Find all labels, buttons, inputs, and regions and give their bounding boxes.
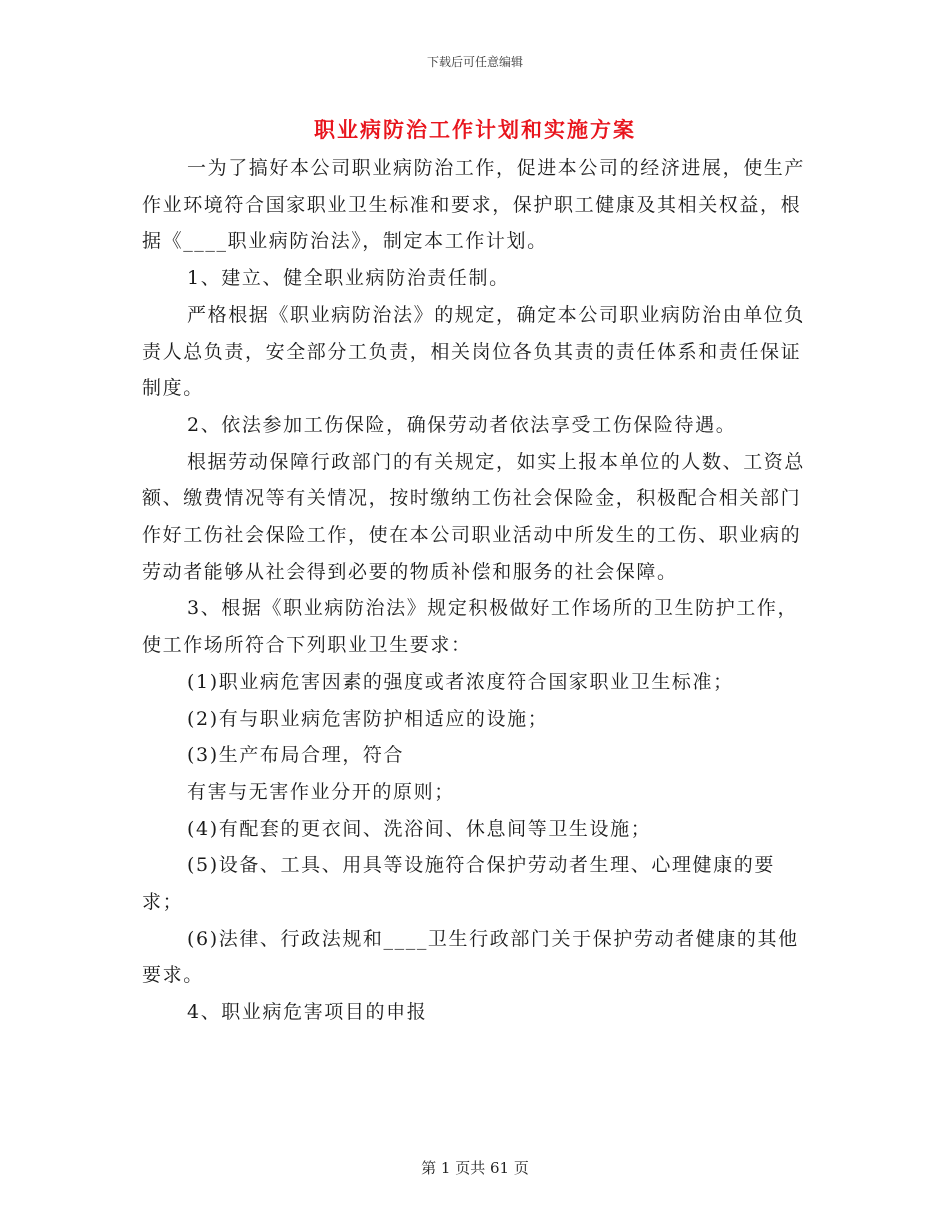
body-paragraph: 3、根据《职业病防治法》规定积极做好工作场所的卫生防护工作，使工作场所符合下列职业卫生要求： xyxy=(142,597,799,657)
body-paragraph: 严格根据《职业病防治法》的规定，确定本公司职业病防治由单位负责人总负责，安全部分工负责，相关岗位各负其责的责任体系和责任保证制度。 xyxy=(142,303,806,400)
body-paragraph: 2、依法参加工伤保险，确保劳动者依法享受工伤保险待遇。 xyxy=(187,413,737,436)
body-paragraph: 根据劳动保障行政部门的有关规定，如实上报本单位的人数、工资总额、缴费情况等有关情况，按时缴纳工伤社会保险金，积极配合相关部门作好工伤社会保险工作，使在本公司职业活动中所发生的工伤、职业病的劳动者能够从社会得到必要的物质补偿和服务的社会保障。 xyxy=(142,450,806,583)
document-title: 职业病防治工作计划和实施方案 xyxy=(314,117,636,142)
body-paragraph: (4)有配套的更衣间、洗浴间、休息间等卫生设施； xyxy=(187,817,652,840)
body-paragraph: (3)生产布局合理，符合 xyxy=(187,744,405,767)
body-paragraph: 有害与无害作业分开的原则； xyxy=(187,780,455,803)
body-paragraph: (5)设备、工具、用具等设施符合保护劳动者生理、心理健康的要求； xyxy=(142,854,775,914)
body-paragraph: (2)有与职业病危害防护相适应的设施； xyxy=(187,707,549,730)
body-paragraph: (1)职业病危害因素的强度或者浓度符合国家职业卫生标准； xyxy=(187,670,734,693)
page-footer: 第 1 页共 61 页 xyxy=(421,1159,529,1177)
body-paragraph: 一为了搞好本公司职业病防治工作，促进本公司的经济进展，使生产作业环境符合国家职业卫生标准和要求，保护职工健康及其相关权益，根据《____职业病防治法》，制定本工作计划。 xyxy=(142,157,806,253)
body-paragraph: 1、建立、健全职业病防治责任制。 xyxy=(187,267,510,290)
body-paragraph: (6)法律、行政法规和____卫生行政部门关于保护劳动者健康的其他要求。 xyxy=(142,927,799,987)
document-body xyxy=(142,150,810,1031)
body-paragraph: 4、职业病危害项目的申报 xyxy=(187,1001,428,1024)
header-note: 下载后可任意编辑 xyxy=(426,55,523,69)
